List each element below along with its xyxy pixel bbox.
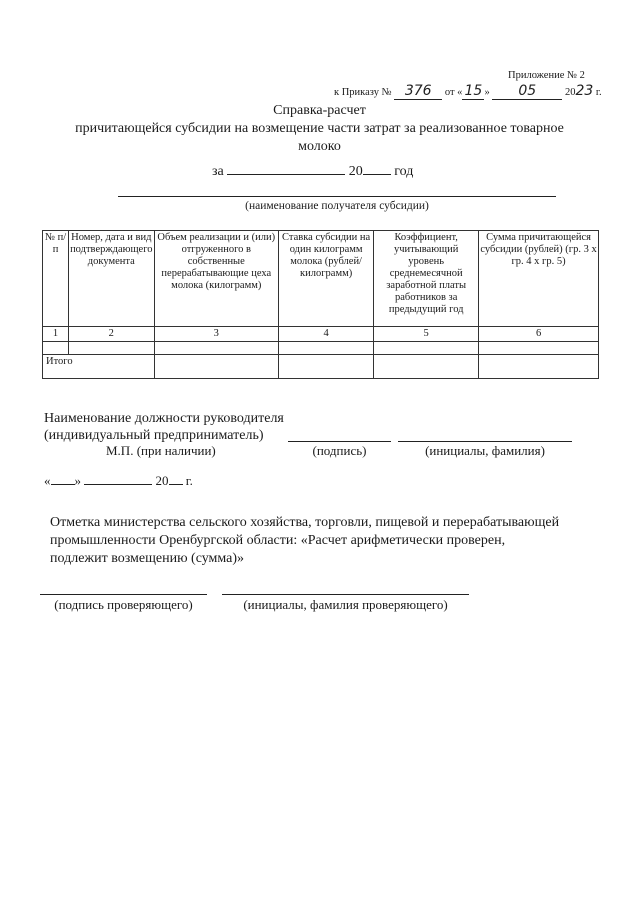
table-row [43,342,599,355]
stamp-label: М.П. (при наличии) [106,443,216,458]
date-open: « [44,473,51,488]
table-cell [479,342,599,355]
order-year-end: г. [595,87,602,98]
table-cell [154,355,279,379]
order-day-close: » [484,87,490,98]
calculation-table [42,230,599,379]
date-month-blank [84,472,152,485]
appendix-label: Приложение № 2 [508,70,585,81]
name-line [398,441,572,442]
col-header-coefficient: Коэффициент, учитывающий уровень среднемесячной заработной платы работников за предыдущий год [374,231,479,327]
order-from-label: от « [444,87,463,98]
table-cell [43,342,69,355]
col-number-3: 3 [154,327,279,342]
signature-line [288,441,391,442]
recipient-line [118,196,556,197]
date-year-blank [169,472,183,485]
col-header-number: № п/п [43,231,69,327]
document-title: Справка-расчет [273,103,366,118]
col-header-rate: Ставка субсидии на один килограмм молока (рублей/ килограмм) [279,231,374,327]
date-year: 20 [155,473,169,488]
date-close: » [74,473,81,488]
name-caption: (инициалы, фамилия) [425,443,545,458]
recipient-caption: (наименование получателя субсидии) [245,200,429,212]
inspector-name-caption: (инициалы, фамилия проверяющего) [243,597,448,612]
col-number-6: 6 [479,327,599,342]
table-cell [374,355,479,379]
date-day-blank [51,472,75,485]
period-line [212,160,413,180]
table-row [43,327,599,342]
ministry-line2: промышленности Оренбургской области: «Расчет арифметически проверен, [50,533,506,548]
signature-date [44,472,193,489]
inspector-name-line [222,594,469,595]
ministry-line1: Отметка министерства сельского хозяйства, торговли, пищевой и перерабатывающей [50,515,560,530]
period-year-blank [363,160,391,175]
table-total-row [43,355,599,379]
inspector-signature-caption: (подпись проверяющего) [54,597,193,612]
period-prefix: за [212,164,224,179]
period-year: 20 [348,164,363,179]
position-line1: Наименование должности руководителя [44,411,284,426]
total-label: Итого [43,355,155,379]
ministry-line3: подлежит возмещению (сумма)» [50,551,245,566]
order-prefix: к Приказу № [334,87,392,98]
table-header-row [43,231,599,327]
col-number-2: 2 [69,327,154,342]
position-line2: (индивидуальный предприниматель) [44,428,264,443]
col-number-4: 4 [279,327,374,342]
table-cell [69,342,154,355]
period-blank [227,160,345,175]
order-year-prefix: 20 [564,87,576,98]
table-cell [279,342,374,355]
order-day: 15 [462,83,484,100]
col-header-sum: Сумма причитающейся субсидии (рублей) (гр. 3 х гр. 4 х гр. 5) [479,231,599,327]
table-cell [479,355,599,379]
order-number: 376 [394,83,442,100]
order-month: 05 [492,83,562,100]
col-number-1: 1 [43,327,69,342]
order-reference [334,83,602,100]
col-header-document: Номер, дата и вид подтверждающего документа [69,231,154,327]
document-subtitle-end: молоко [298,139,341,154]
table-cell [154,342,279,355]
signature-caption: (подпись) [312,443,367,458]
table-cell [374,342,479,355]
period-suffix: год [394,164,414,179]
document-subtitle: причитающейся субсидии на возмещение части затрат за реализованное товарное [75,121,564,136]
col-header-volume: Объем реализации и (или) отгруженного в собственные перерабатывающие цеха молока (килограмм) [154,231,279,327]
date-end: г. [185,473,193,488]
table-cell [279,355,374,379]
inspector-signature-line [40,594,207,595]
order-year-suffix: 23 [575,83,594,99]
col-number-5: 5 [374,327,479,342]
